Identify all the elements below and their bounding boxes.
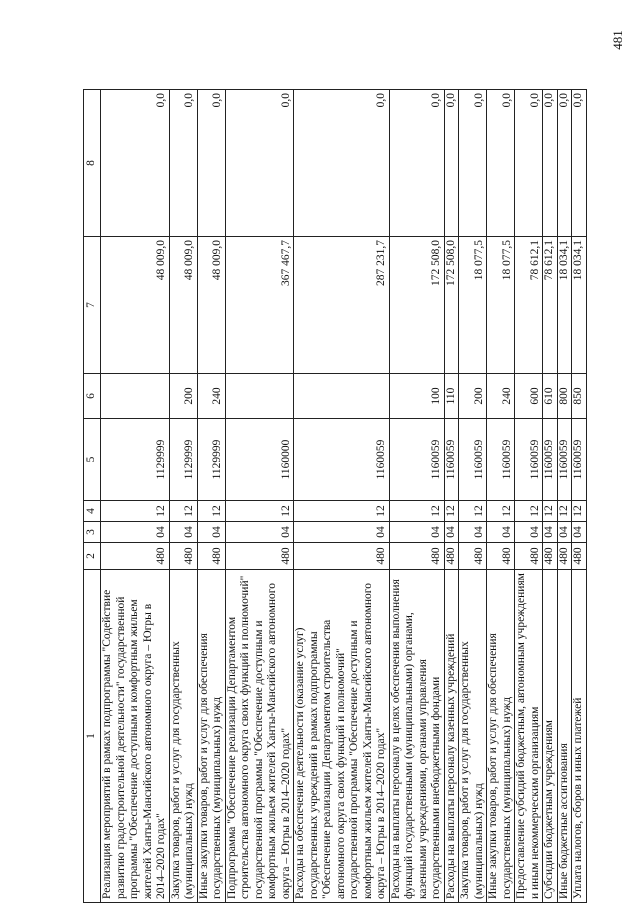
subsection-code: 12: [101, 501, 170, 522]
grbs-code: 480: [169, 543, 197, 570]
expense-type-code: [101, 374, 170, 419]
table-row: [557, 90, 572, 903]
row-description: Реализация мероприятий в рамках подпрограммы "Содействие развитию градостроительной деятельности" государственной программы "Обеспечение доступным и комфортным жильем жителей Ханты-Мансийского автономного округа – Югры в 2014–2020 годах": [101, 570, 170, 903]
target-article-code: 1160059: [572, 419, 587, 501]
target-article-code: 1129999: [197, 419, 225, 501]
header-cell: 8: [84, 90, 101, 237]
section-code: 04: [543, 522, 558, 543]
row-description: Расходы на обеспечение деятельности (оказание услуг) государственных учреждений в рамках подпрограммы "Обеспечение реализации Департаментом строительства автономного округа своих функций и полномочий" государственной программы "Обеспечение доступным и комфортным жильем жителей Ханты-Мансийского автономного округа – Югры в 2014–2020 годах": [294, 570, 390, 903]
subsection-code: 12: [515, 501, 543, 522]
table-row: [101, 90, 170, 903]
subsection-code: 12: [197, 501, 225, 522]
amount-column-8: 0,0: [557, 90, 572, 237]
document-page: [83, 90, 584, 903]
section-code: 04: [444, 522, 459, 543]
subsection-code: 12: [225, 501, 294, 522]
target-article-code: 1160059: [557, 419, 572, 501]
amount-column-8: 0,0: [543, 90, 558, 237]
amount-column-7: 367 467,7: [225, 237, 294, 374]
row-description: Предоставление субсидий бюджетным, автономным учреждениям и иным некоммерческим организациям: [515, 570, 543, 903]
header-cell: 4: [84, 501, 101, 522]
table-row: [572, 90, 587, 903]
subsection-code: 12: [169, 501, 197, 522]
table-row: [389, 90, 444, 903]
target-article-code: 1129999: [169, 419, 197, 501]
grbs-code: 480: [557, 543, 572, 570]
header-cell: 6: [84, 374, 101, 419]
row-description: Подпрограмма "Обеспечение реализации Департаментом строительства автономного округа своих функций и полномочий" государственной программы "Обеспечение доступным и комфортным жильем жителей Ханты-Мансийского автономного округа – Югры в 2014–2020 годах": [225, 570, 294, 903]
table-row: [487, 90, 515, 903]
amount-column-7: 78 612,1: [543, 237, 558, 374]
table-row: [197, 90, 225, 903]
subsection-code: 12: [459, 501, 487, 522]
row-description: Иные бюджетные ассигнования: [557, 570, 572, 903]
amount-column-7: 78 612,1: [515, 237, 543, 374]
amount-column-8: 0,0: [389, 90, 444, 237]
target-article-code: 1160059: [459, 419, 487, 501]
amount-column-7: 48 009,0: [197, 237, 225, 374]
header-cell: 7: [84, 237, 101, 374]
grbs-code: 480: [487, 543, 515, 570]
subsection-code: 12: [487, 501, 515, 522]
row-description: Закупка товаров, работ и услуг для государственных (муниципальных) нужд: [459, 570, 487, 903]
row-description: Расходы на выплаты персоналу в целях обеспечения выполнения функций государственными (муниципальными) органами, казенными учреждениями, органами управления государственными внебюджетными фондами: [389, 570, 444, 903]
section-code: 04: [572, 522, 587, 543]
section-code: 04: [557, 522, 572, 543]
section-code: 04: [459, 522, 487, 543]
amount-column-8: 0,0: [101, 90, 170, 237]
amount-column-8: 0,0: [572, 90, 587, 237]
grbs-code: 480: [572, 543, 587, 570]
expense-type-code: 200: [169, 374, 197, 419]
table-body: [84, 90, 587, 903]
grbs-code: 480: [459, 543, 487, 570]
header-cell: 2: [84, 543, 101, 570]
target-article-code: 1160059: [294, 419, 390, 501]
grbs-code: 480: [444, 543, 459, 570]
grbs-code: 480: [101, 543, 170, 570]
grbs-code: 480: [389, 543, 444, 570]
header-cell: 5: [84, 419, 101, 501]
grbs-code: 480: [543, 543, 558, 570]
table-row: [169, 90, 197, 903]
row-description: Иные закупки товаров, работ и услуг для обеспечения государственных (муниципальных) нужд: [197, 570, 225, 903]
grbs-code: 480: [515, 543, 543, 570]
section-code: 04: [487, 522, 515, 543]
header-cell: 3: [84, 522, 101, 543]
header-row: [84, 90, 101, 903]
amount-column-7: 18 077,5: [487, 237, 515, 374]
amount-column-7: 48 009,0: [101, 237, 170, 374]
subsection-code: 12: [543, 501, 558, 522]
section-code: 04: [197, 522, 225, 543]
section-code: 04: [101, 522, 170, 543]
expense-type-code: 200: [459, 374, 487, 419]
amount-column-8: 0,0: [444, 90, 459, 237]
grbs-code: 480: [225, 543, 294, 570]
table-row: [444, 90, 459, 903]
header-cell: 1: [84, 570, 101, 903]
subsection-code: 12: [572, 501, 587, 522]
amount-column-8: 0,0: [197, 90, 225, 237]
amount-column-8: 0,0: [515, 90, 543, 237]
budget-table: [83, 89, 587, 903]
grbs-code: 480: [197, 543, 225, 570]
amount-column-7: 18 077,5: [459, 237, 487, 374]
section-code: 04: [389, 522, 444, 543]
amount-column-8: 0,0: [294, 90, 390, 237]
row-description: Субсидии бюджетным учреждениям: [543, 570, 558, 903]
expense-type-code: 610: [543, 374, 558, 419]
amount-column-7: 287 231,7: [294, 237, 390, 374]
target-article-code: 1160059: [515, 419, 543, 501]
expense-type-code: 240: [487, 374, 515, 419]
target-article-code: 1160000: [225, 419, 294, 501]
target-article-code: 1160059: [487, 419, 515, 501]
subsection-code: 12: [557, 501, 572, 522]
subsection-code: 12: [444, 501, 459, 522]
section-code: 04: [169, 522, 197, 543]
target-article-code: 1129999: [101, 419, 170, 501]
section-code: 04: [225, 522, 294, 543]
amount-column-8: 0,0: [459, 90, 487, 237]
row-description: Закупка товаров, работ и услуг для государственных (муниципальных) нужд: [169, 570, 197, 903]
amount-column-7: 172 508,0: [444, 237, 459, 374]
table-row: [294, 90, 390, 903]
amount-column-8: 0,0: [225, 90, 294, 237]
amount-column-8: 0,0: [169, 90, 197, 237]
amount-column-7: 172 508,0: [389, 237, 444, 374]
table-row: [543, 90, 558, 903]
expense-type-code: 850: [572, 374, 587, 419]
amount-column-7: 18 034,1: [557, 237, 572, 374]
expense-type-code: [294, 374, 390, 419]
amount-column-7: 18 034,1: [572, 237, 587, 374]
section-code: 04: [515, 522, 543, 543]
table-row: [225, 90, 294, 903]
grbs-code: 480: [294, 543, 390, 570]
table-row: [515, 90, 543, 903]
expense-type-code: 100: [389, 374, 444, 419]
row-description: Уплата налогов, сборов и иных платежей: [572, 570, 587, 903]
target-article-code: 1160059: [389, 419, 444, 501]
table-row: [459, 90, 487, 903]
target-article-code: 1160059: [444, 419, 459, 501]
expense-type-code: 800: [557, 374, 572, 419]
expense-type-code: [225, 374, 294, 419]
page-number: 481: [610, 30, 625, 50]
row-description: Расходы на выплаты персоналу казенных учреждений: [444, 570, 459, 903]
expense-type-code: 110: [444, 374, 459, 419]
amount-column-7: 48 009,0: [169, 237, 197, 374]
expense-type-code: 600: [515, 374, 543, 419]
subsection-code: 12: [294, 501, 390, 522]
subsection-code: 12: [389, 501, 444, 522]
amount-column-8: 0,0: [487, 90, 515, 237]
row-description: Иные закупки товаров, работ и услуг для обеспечения государственных (муниципальных) нужд: [487, 570, 515, 903]
target-article-code: 1160059: [543, 419, 558, 501]
rotated-table-container: [83, 90, 584, 903]
expense-type-code: 240: [197, 374, 225, 419]
section-code: 04: [294, 522, 390, 543]
